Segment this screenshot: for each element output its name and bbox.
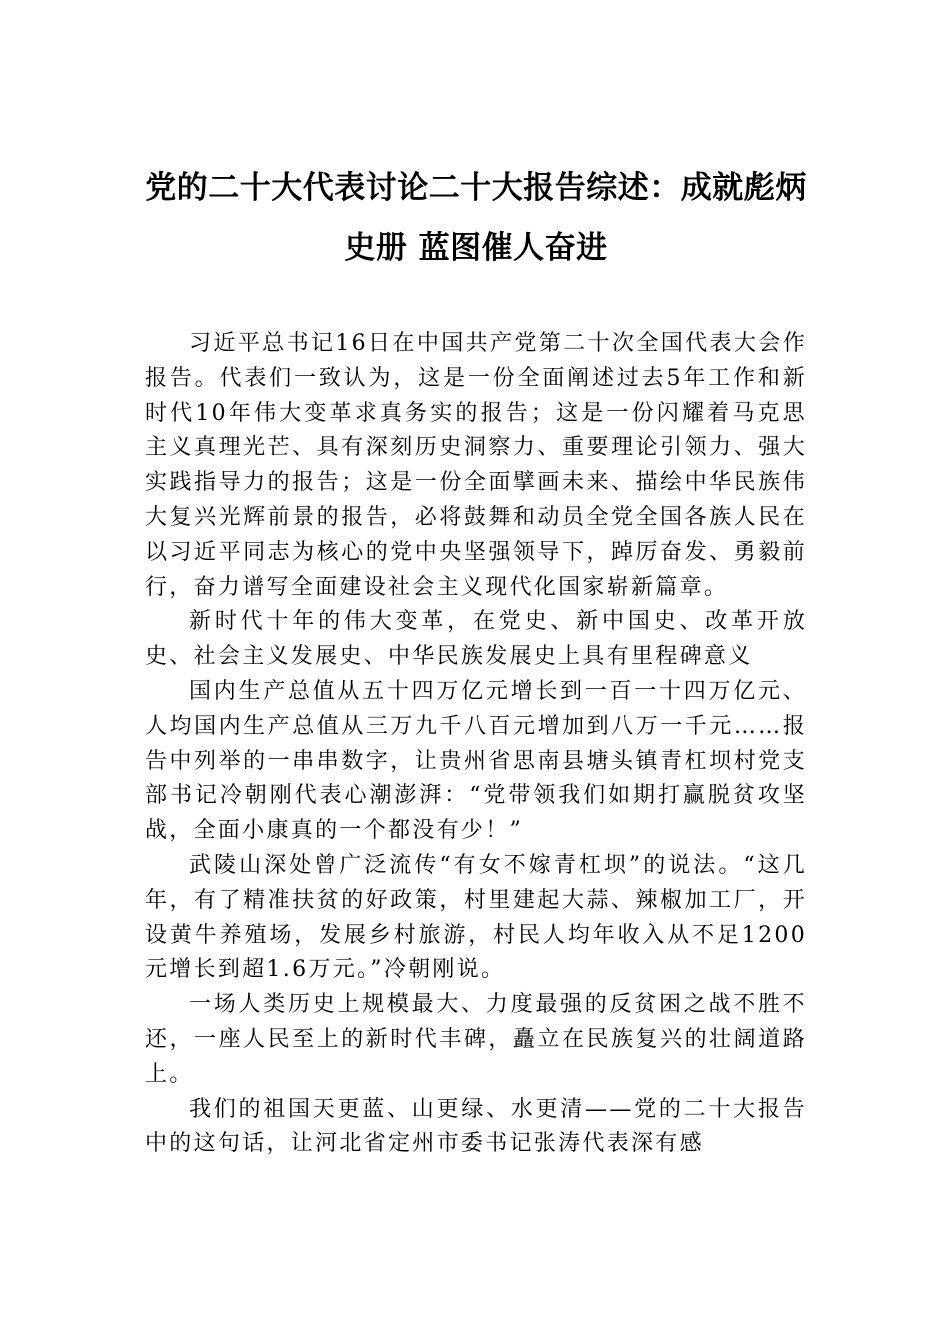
paragraph: 一场人类历史上规模最大、力度最强的反贫困之战不胜不还，一座人民至上的新时代丰碑，矗立在民族复兴的壮阔道路上。: [145, 992, 807, 1087]
paragraph: 新时代十年的伟大变革，在党史、新中国史、改革开放史、社会主义发展史、中华民族发展史上具有里程碑意义: [145, 609, 807, 670]
paragraph: 国内生产总值从五十四万亿元增长到一百一十四万亿元、人均国内生产总值从三万九千八百元增加到八万一千元……报告中列举的一串串数字，让贵州省思南县塘头镇青杠坝村党支部书记冷朝刚代表心潮澎湃：“党带领我们如期打赢脱贫攻坚战，全面小康真的一个都没有少！”: [145, 678, 807, 844]
paragraph: 习近平总书记16日在中国共产党第二十次全国代表大会作报告。代表们一致认为，这是一份全面阐述过去5年工作和新时代10年伟大变革求真务实的报告；这是一份闪耀着马克思主义真理光芒、具有深刻历史洞察力、重要理论引领力、强大实践指导力的报告；这是一份全面擘画未来、描绘中华民族伟大复兴光辉前景的报告，必将鼓舞和动员全党全国各族人民在以习近平同志为核心的党中央坚强领导下，踔厉奋发、勇毅前行，奋力谱写全面建设社会主义现代化国家崭新篇章。: [145, 331, 807, 600]
paragraph: 武陵山深处曾广泛流传“有女不嫁青杠坝”的说法。“这几年，有了精准扶贫的好政策，村里建起大蒜、辣椒加工厂，开设黄牛养殖场，发展乡村旅游，村民人均年收入从不足1200元增长到超1.6万元。”冷朝刚说。: [145, 852, 807, 983]
document-body: [145, 327, 807, 1162]
document-title: 党的二十大代表讨论二十大报告综述：成就彪炳史册 蓝图催人奋进: [145, 170, 807, 266]
paragraph: 我们的祖国天更蓝、山更绿、水更清——党的二十大报告中的这句话，让河北省定州市委书记张涛代表深有感: [145, 1096, 807, 1157]
